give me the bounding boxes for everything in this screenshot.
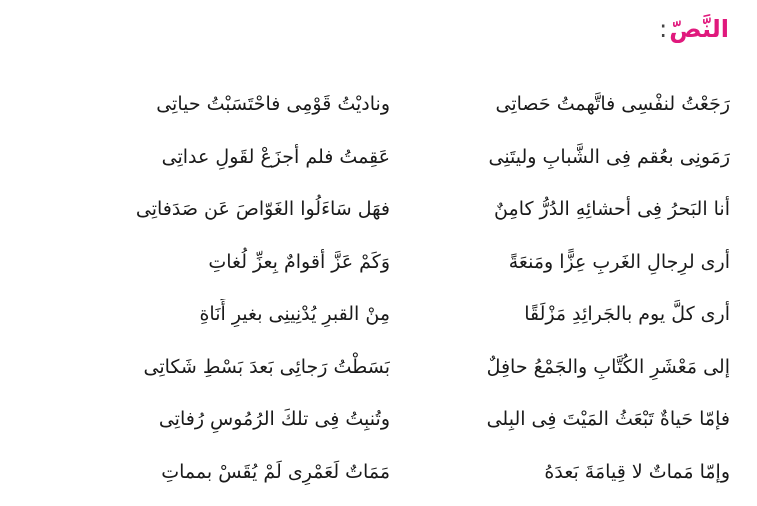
first-hemistich: إلى مَعْشَرِ الكُتَّابِ والجَمْعُ حافِلٌ: [486, 355, 730, 378]
second-hemistich: عَقِمتُ فلم أجزَعْ لقَولِ عداتِى: [161, 145, 390, 168]
first-hemistich: رَجَعْتُ لنفْسِى فاتَّهمتُ حَصاتِى: [495, 93, 730, 116]
second-hemistich: وَكَمْ عَزَّ أقوامٌ بِعزِّ لُغاتِ: [208, 250, 390, 273]
first-hemistich: رَمَونِى بعُقم فِى الشَّبابِ وليتَنِى: [488, 145, 730, 168]
verse-row: [90, 78, 730, 131]
second-hemistich: وتُنبِتُ فِى تلكَ الرُمُوسِ رُفاتِى: [158, 408, 390, 431]
second-hemistich: مِنْ القبرِ يُدْنِينِى بغيرِ أَنَاةِ: [199, 303, 390, 326]
verse-row: [90, 446, 730, 499]
heading-colon: :: [659, 15, 668, 43]
heading-title: النَّصّ: [669, 15, 729, 43]
verse-row: [90, 288, 730, 341]
first-hemistich: وإمّا مَماتٌ لا قِيامَةَ بَعدَهُ: [544, 460, 730, 483]
first-hemistich: فإمّا حَياةٌ تَبْعَثُ المَيْتَ فِى البِلى: [486, 408, 730, 431]
second-hemistich: بَسَطْتُ رَجائِى بَعدَ بَسْطِ شَكاتِى: [143, 355, 390, 378]
verse-row: [90, 183, 730, 236]
second-hemistich: وناديْتُ قَوْمِى فاحْتَسَبْتُ حياتِى: [156, 93, 390, 116]
poem-body: [90, 78, 730, 498]
first-hemistich: أنا البَحرُ فِى أحشائِهِ الدُرُّ كامِنٌ: [494, 198, 730, 221]
first-hemistich: أرى لرِجالِ الغَربِ عِزًّا ومَنعَةً: [508, 250, 730, 273]
second-hemistich: فهَل سَاءَلُوا الغَوّاصَ عَن صَدَفاتِى: [135, 198, 390, 221]
verse-row: [90, 131, 730, 184]
second-hemistich: مَمَاتٌ لَعَمْرِى لَمْ يُقَسْ بمماتِ: [161, 460, 390, 483]
verse-row: [90, 236, 730, 289]
verse-row: [90, 393, 730, 446]
section-heading: [659, 12, 729, 46]
first-hemistich: أرى كلَّ يوم بالجَرائِدِ مَزْلَقًا: [524, 303, 730, 326]
verse-row: [90, 341, 730, 394]
